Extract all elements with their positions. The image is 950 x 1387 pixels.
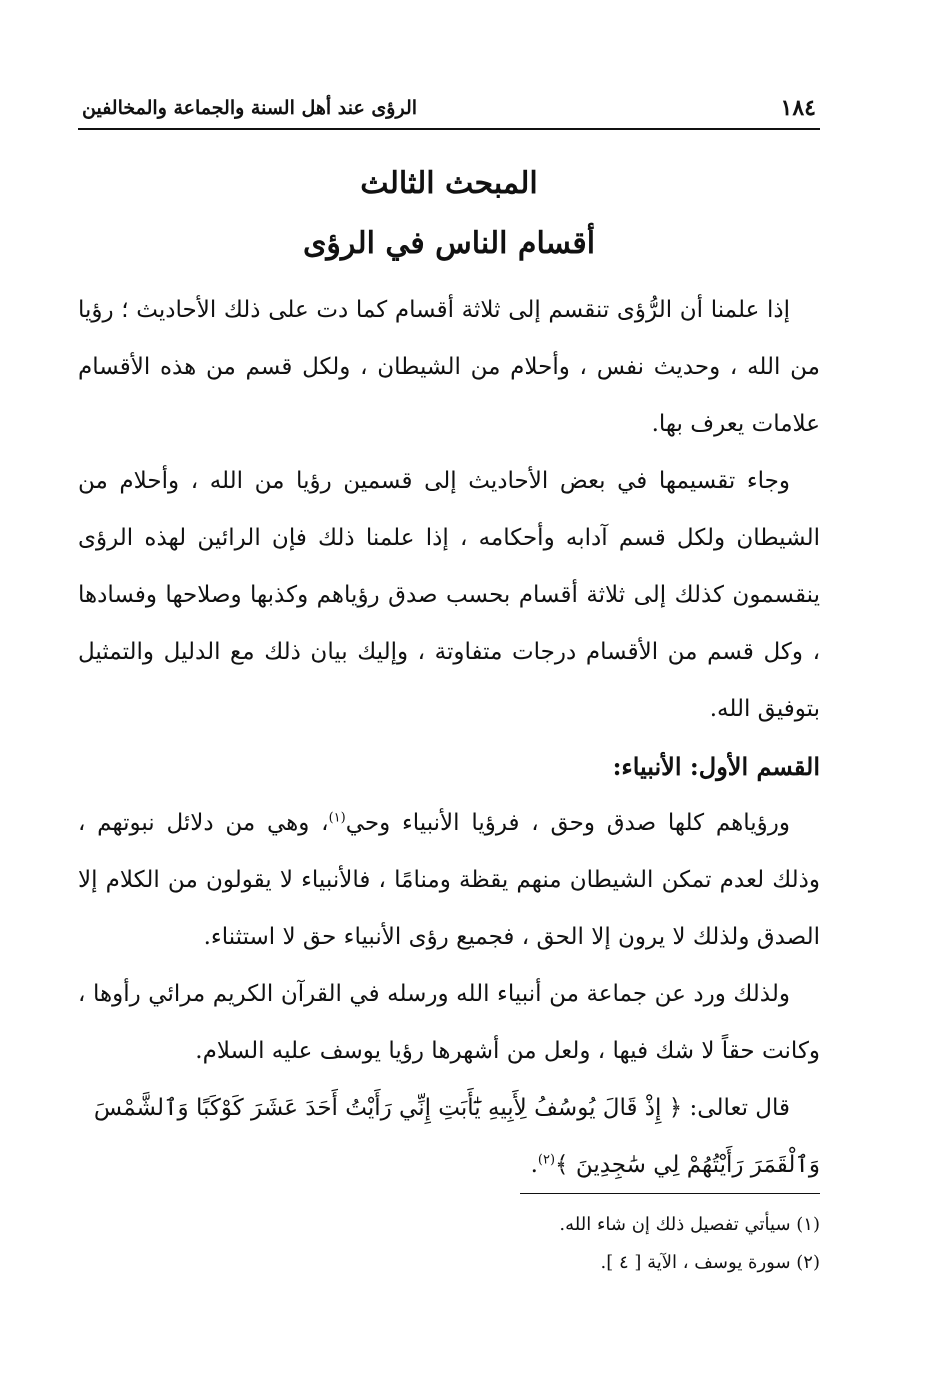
page-number: ١٨٤: [780, 95, 816, 121]
running-header: [78, 88, 820, 130]
body-text: [78, 282, 820, 1194]
book-title: الرؤى عند أهل السنة والجماعة والمخالفين: [82, 97, 418, 119]
footnote-ref-2: (٢): [537, 1152, 556, 1168]
quran-verse-end: .: [530, 1152, 538, 1178]
book-page: [78, 88, 820, 1273]
section-subtitle: أقسام الناس في الرؤى: [302, 226, 596, 261]
paragraph-3: [78, 795, 820, 966]
footnote-ref-1: (١): [328, 810, 346, 826]
subheading-prophets: القسم الأول: الأنبياء:: [612, 752, 820, 781]
paragraph-3-start: ورؤياهم كلها صدق وحق ، فرؤيا الأنبياء وحي: [345, 810, 790, 836]
section-title: المبحث الثالث: [360, 166, 538, 201]
paragraph-4: ولذلك ورد عن جماعة من أنبياء الله ورسله في القرآن الكريم مرائي رأوها ، وكانت حقاً لا شك فيها ، ولعل من أشهرها رؤيا يوسف عليه السلام.: [78, 981, 820, 1064]
quran-verse-paragraph: [78, 1080, 820, 1194]
paragraph-2: وجاء تقسيمها في بعض الأحاديث إلى قسمين رؤيا من الله ، وأحلام من الشيطان ولكل قسم آدابه وأحكامه ، إذا علمنا ذلك فإن الرائين لهذه الرؤى ينقسمون كذلك إلى ثلاثة أقسام بحسب صدق رؤياهم وكذبها وصلاحها وفسادها ، وكل قسم من الأقسام درجات متفاوتة ، وإليك بيان ذلك مع الدليل والتمثيل بتوفيق الله.: [78, 468, 820, 722]
paragraph-1: إذا علمنا أن الرُّؤى تنقسم إلى ثلاثة أقسام كما دت على ذلك الأحاديث ؛ رؤيا من الله ، وحديث نفس ، وأحلام من الشيطان ، ولكل قسم من هذه الأقسام علامات يعرف بها.: [78, 297, 820, 437]
paragraph-3-end: ، وهي من دلائل نبوتهم ، وذلك لعدم تمكن الشيطان منهم يقظة ومنامًا ، فالأنبياء لا يقولون من الكلام إلا الصدق ولذلك لا يرون إلا الحق ، فجميع رؤى الأنبياء حق لا استثناء.: [78, 810, 820, 950]
quran-verse: قال تعالى: ﴿ إِذْ قَالَ يُوسُفُ لِأَبِيهِ يَٰٓأَبَتِ إِنِّي رَأَيْتُ أَحَدَ عَشَرَ كَوْكَبًا وَٱلشَّمْسَ وَٱلْقَمَرَ رَأَيْتُهُمْ لِي سَٰجِدِينَ ﴾: [93, 1095, 820, 1178]
footnote-1: (١) سيأتي تفصيل ذلك إن شاء الله.: [559, 1214, 820, 1235]
footnote-2: (٢) سورة يوسف ، الآية [ ٤ ].: [600, 1252, 820, 1273]
footnote-divider: [520, 1193, 820, 1194]
footnotes: [78, 1206, 820, 1282]
